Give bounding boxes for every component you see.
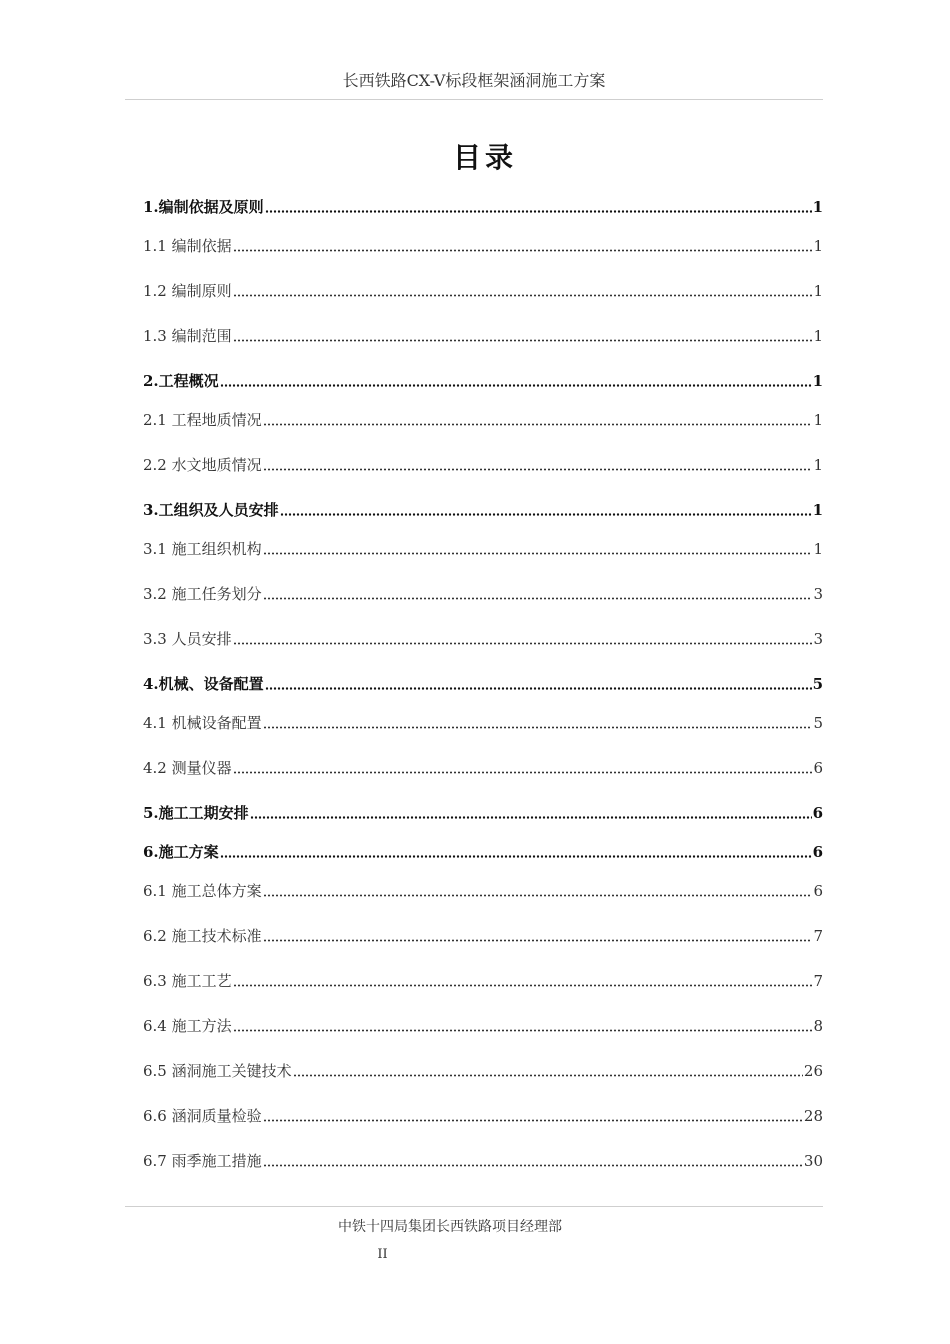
toc-entry[interactable] [143, 497, 823, 519]
toc-entry-text: 1.3 编制范围 [143, 327, 232, 345]
toc-entry[interactable] [143, 452, 823, 474]
toc-entry[interactable] [143, 710, 823, 732]
toc-entry[interactable] [143, 581, 823, 603]
toc-entry-text: 6.1 施工总体方案 [143, 882, 262, 900]
toc-entry-text: 6.施工方案 [143, 843, 219, 861]
toc-entry-text: 2.2 水文地质情况 [143, 456, 262, 474]
toc-leader-dots [220, 855, 812, 858]
toc-entry[interactable] [143, 194, 823, 216]
toc-entry-page: 26 [803, 1062, 823, 1080]
toc-entry-text: 6.2 施工技术标准 [143, 927, 262, 945]
toc-entry[interactable] [143, 671, 823, 693]
toc-entry[interactable] [143, 323, 823, 345]
toc-entry-text: 1.1 编制依据 [143, 237, 232, 255]
toc-entry-text: 5.施工工期安排 [143, 804, 249, 822]
toc-entry-page: 1 [813, 411, 823, 429]
toc-entry-text: 6.4 施工方法 [143, 1017, 232, 1035]
toc-entry-page: 1 [812, 198, 823, 216]
toc-leader-dots [220, 384, 812, 387]
toc-entry-text: 3.1 施工组织机构 [143, 540, 262, 558]
toc-entry-page: 7 [813, 927, 823, 945]
toc-entry-page: 28 [803, 1107, 823, 1125]
toc-leader-dots [293, 1074, 803, 1077]
toc-leader-dots [263, 552, 813, 555]
toc-leader-dots [233, 1029, 813, 1032]
toc-entry-page: 1 [813, 237, 823, 255]
toc-entry[interactable] [143, 278, 823, 300]
toc-entry-text: 3.3 人员安排 [143, 630, 232, 648]
toc-entry-page: 8 [813, 1017, 823, 1035]
toc-entry-page: 30 [803, 1152, 823, 1170]
footer-divider [125, 1206, 823, 1207]
toc-leader-dots [265, 687, 812, 690]
toc-leader-dots [263, 468, 813, 471]
toc-entry-page: 1 [813, 540, 823, 558]
toc-leader-dots [263, 939, 813, 942]
toc-leader-dots [263, 894, 813, 897]
toc-entry-page: 6 [812, 804, 823, 822]
toc-leader-dots [233, 294, 813, 297]
toc-entry-text: 1.2 编制原则 [143, 282, 232, 300]
toc-entry-text: 1.编制依据及原则 [143, 198, 264, 216]
toc-entry-page: 6 [813, 882, 823, 900]
toc-entry-text: 6.7 雨季施工措施 [143, 1152, 262, 1170]
page-header: 长西铁路CX-V标段框架涵洞施工方案 [342, 71, 606, 90]
toc-leader-dots [250, 816, 812, 819]
toc-entry[interactable] [143, 839, 823, 861]
toc-entry[interactable] [143, 968, 823, 990]
toc-entry[interactable] [143, 1103, 823, 1125]
toc-entry[interactable] [143, 1013, 823, 1035]
toc-entry[interactable] [143, 407, 823, 429]
footer-organization: 中铁十四局集团长西铁路项目经理部 [338, 1219, 562, 1235]
toc-entry-text: 4.2 测量仪器 [143, 759, 232, 777]
toc-entry-page: 6 [812, 843, 823, 861]
toc-entry[interactable] [143, 233, 823, 255]
toc-entry[interactable] [143, 1148, 823, 1170]
toc-entry-page: 6 [813, 759, 823, 777]
toc-entry-page: 1 [813, 282, 823, 300]
toc-entry-page: 1 [813, 456, 823, 474]
toc-leader-dots [233, 771, 813, 774]
page-number: II [377, 1247, 388, 1262]
toc-entry-text: 4.机械、设备配置 [143, 675, 264, 693]
toc-entry-page: 1 [812, 372, 823, 390]
toc-leader-dots [263, 726, 813, 729]
toc-entry-text: 6.6 涵洞质量检验 [143, 1107, 262, 1125]
toc-leader-dots [233, 339, 813, 342]
toc-leader-dots [263, 423, 813, 426]
toc-entry-page: 5 [812, 675, 823, 693]
toc-entry-page: 7 [813, 972, 823, 990]
header-divider [125, 99, 823, 100]
toc-leader-dots [263, 1164, 803, 1167]
toc-leader-dots [265, 210, 812, 213]
toc-entry-text: 6.5 涵洞施工关键技术 [143, 1062, 292, 1080]
toc-leader-dots [233, 642, 813, 645]
toc-title: 目录 [452, 141, 517, 174]
toc-entry-text: 2.工程概况 [143, 372, 219, 390]
toc-entry-page: 1 [812, 501, 823, 519]
toc-entry-page: 1 [813, 327, 823, 345]
toc-leader-dots [263, 1119, 803, 1122]
toc-entry[interactable] [143, 923, 823, 945]
toc-entry-text: 4.1 机械设备配置 [143, 714, 262, 732]
toc-entry[interactable] [143, 368, 823, 390]
toc-entry-page: 5 [813, 714, 823, 732]
toc-leader-dots [280, 513, 812, 516]
toc-leader-dots [233, 249, 813, 252]
toc-entry[interactable] [143, 800, 823, 822]
toc-entry-page: 3 [813, 585, 823, 603]
toc-entry[interactable] [143, 1058, 823, 1080]
toc-entry[interactable] [143, 536, 823, 558]
toc-entry[interactable] [143, 755, 823, 777]
toc-entry-text: 3.2 施工任务划分 [143, 585, 262, 603]
toc-entry-text: 6.3 施工工艺 [143, 972, 232, 990]
toc-entry-text: 2.1 工程地质情况 [143, 411, 262, 429]
toc-entry[interactable] [143, 626, 823, 648]
toc-entry-page: 3 [813, 630, 823, 648]
toc-entry-text: 3.工组织及人员安排 [143, 501, 279, 519]
toc-leader-dots [233, 984, 813, 987]
toc-leader-dots [263, 597, 813, 600]
toc-entry[interactable] [143, 878, 823, 900]
